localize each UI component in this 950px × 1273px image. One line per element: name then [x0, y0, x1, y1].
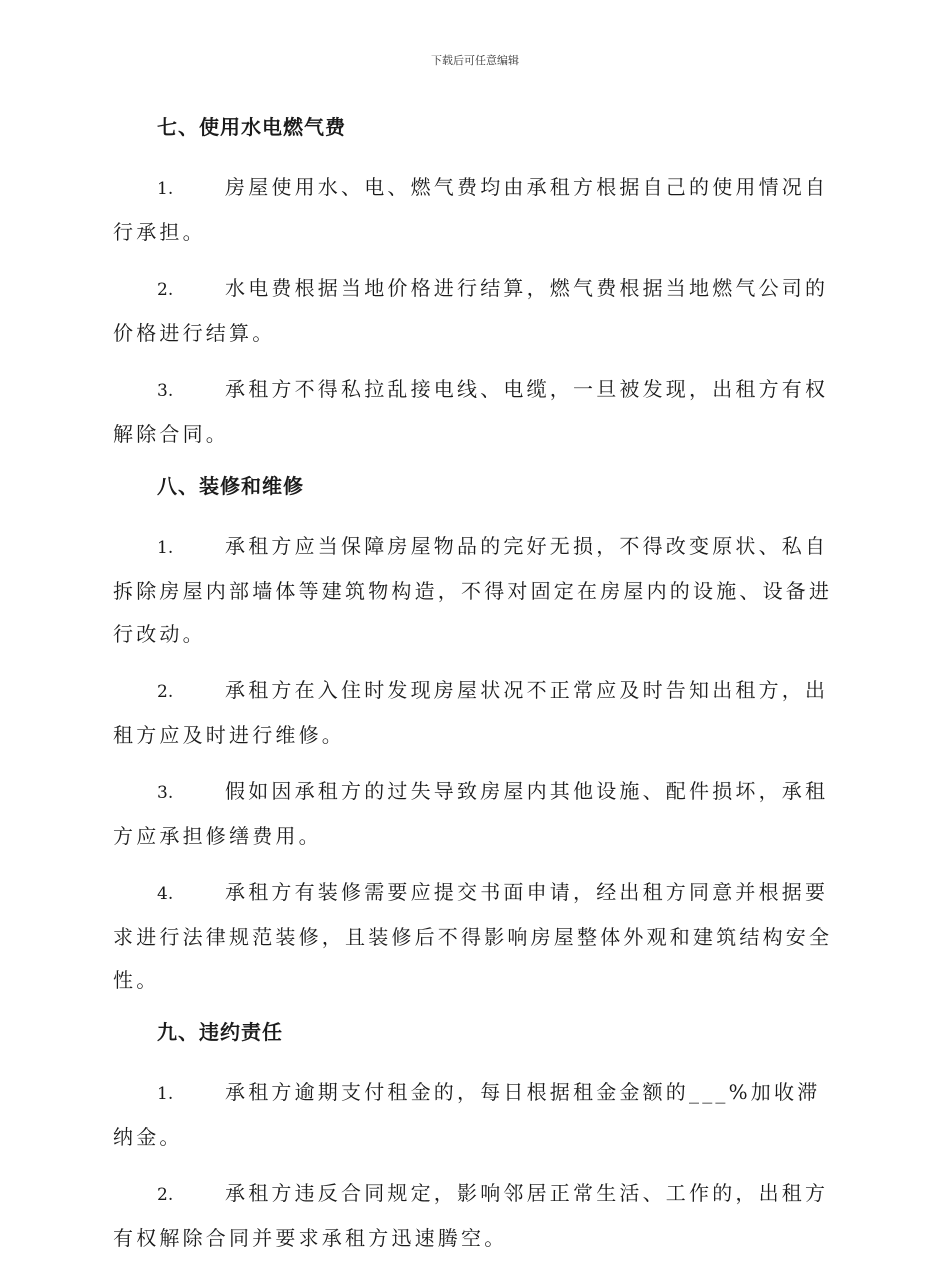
clause-item	[113, 1172, 843, 1260]
clause-item	[113, 1071, 843, 1159]
clause-number: 2.	[157, 1185, 174, 1205]
clause-number: 1.	[157, 1084, 174, 1104]
clause-item	[113, 166, 843, 254]
section-utilities	[113, 110, 843, 456]
clause-item	[113, 267, 843, 355]
clause-item	[113, 525, 843, 656]
clause-item	[113, 770, 843, 858]
page-header: 下载后可任意编辑	[431, 54, 519, 67]
clause-text: 承租方有装修需要应提交书面申请，经出租方同意并根据要求进行法律规范装修，且装修后不得影响房屋整体外观和建筑结构安全性。	[113, 880, 833, 992]
clause-text: 水电费根据当地价格进行结算，燃气费根据当地燃气公司的价格进行结算。	[113, 276, 829, 345]
clause-number: 1.	[157, 179, 174, 199]
document-body	[113, 110, 843, 1273]
section-heading: 九、违约责任	[157, 1020, 283, 1044]
clause-number: 2.	[157, 280, 174, 300]
section-renovation-repair	[113, 469, 843, 1002]
clause-item	[113, 669, 843, 757]
clause-number: 2.	[157, 682, 174, 702]
clause-item	[113, 871, 843, 1002]
clause-number: 3.	[157, 381, 174, 401]
section-breach-liability	[113, 1015, 843, 1260]
clause-text: 假如因承租方的过失导致房屋内其他设施、配件损坏，承租方应承担修缮费用。	[113, 779, 829, 848]
clause-text: 承租方不得私拉乱接电线、电缆，一旦被发现，出租方有权解除合同。	[113, 377, 829, 446]
clause-number: 1.	[157, 538, 174, 558]
clause-text: 承租方应当保障房屋物品的完好无损，不得改变原状、私自拆除房屋内部墙体等建筑物构造，不得对固定在房屋内的设施、设备进行改动。	[113, 534, 833, 646]
clause-text: 承租方违反合同规定，影响邻居正常生活、工作的，出租方有权解除合同并要求承租方迅速腾空。	[113, 1181, 829, 1250]
section-heading: 八、装修和维修	[157, 474, 304, 498]
clause-text: 房屋使用水、电、燃气费均由承租方根据自己的使用情况自行承担。	[113, 175, 829, 244]
clause-item	[113, 368, 843, 456]
clause-text: 承租方在入住时发现房屋状况不正常应及时告知出租方，出租方应及时进行维修。	[113, 678, 829, 747]
clause-number: 4.	[157, 884, 174, 904]
section-heading: 七、使用水电燃气费	[157, 115, 346, 139]
clause-number: 3.	[157, 783, 174, 803]
clause-text: 承租方逾期支付租金的，每日根据租金金额的___%加收滞纳金。	[113, 1080, 821, 1149]
